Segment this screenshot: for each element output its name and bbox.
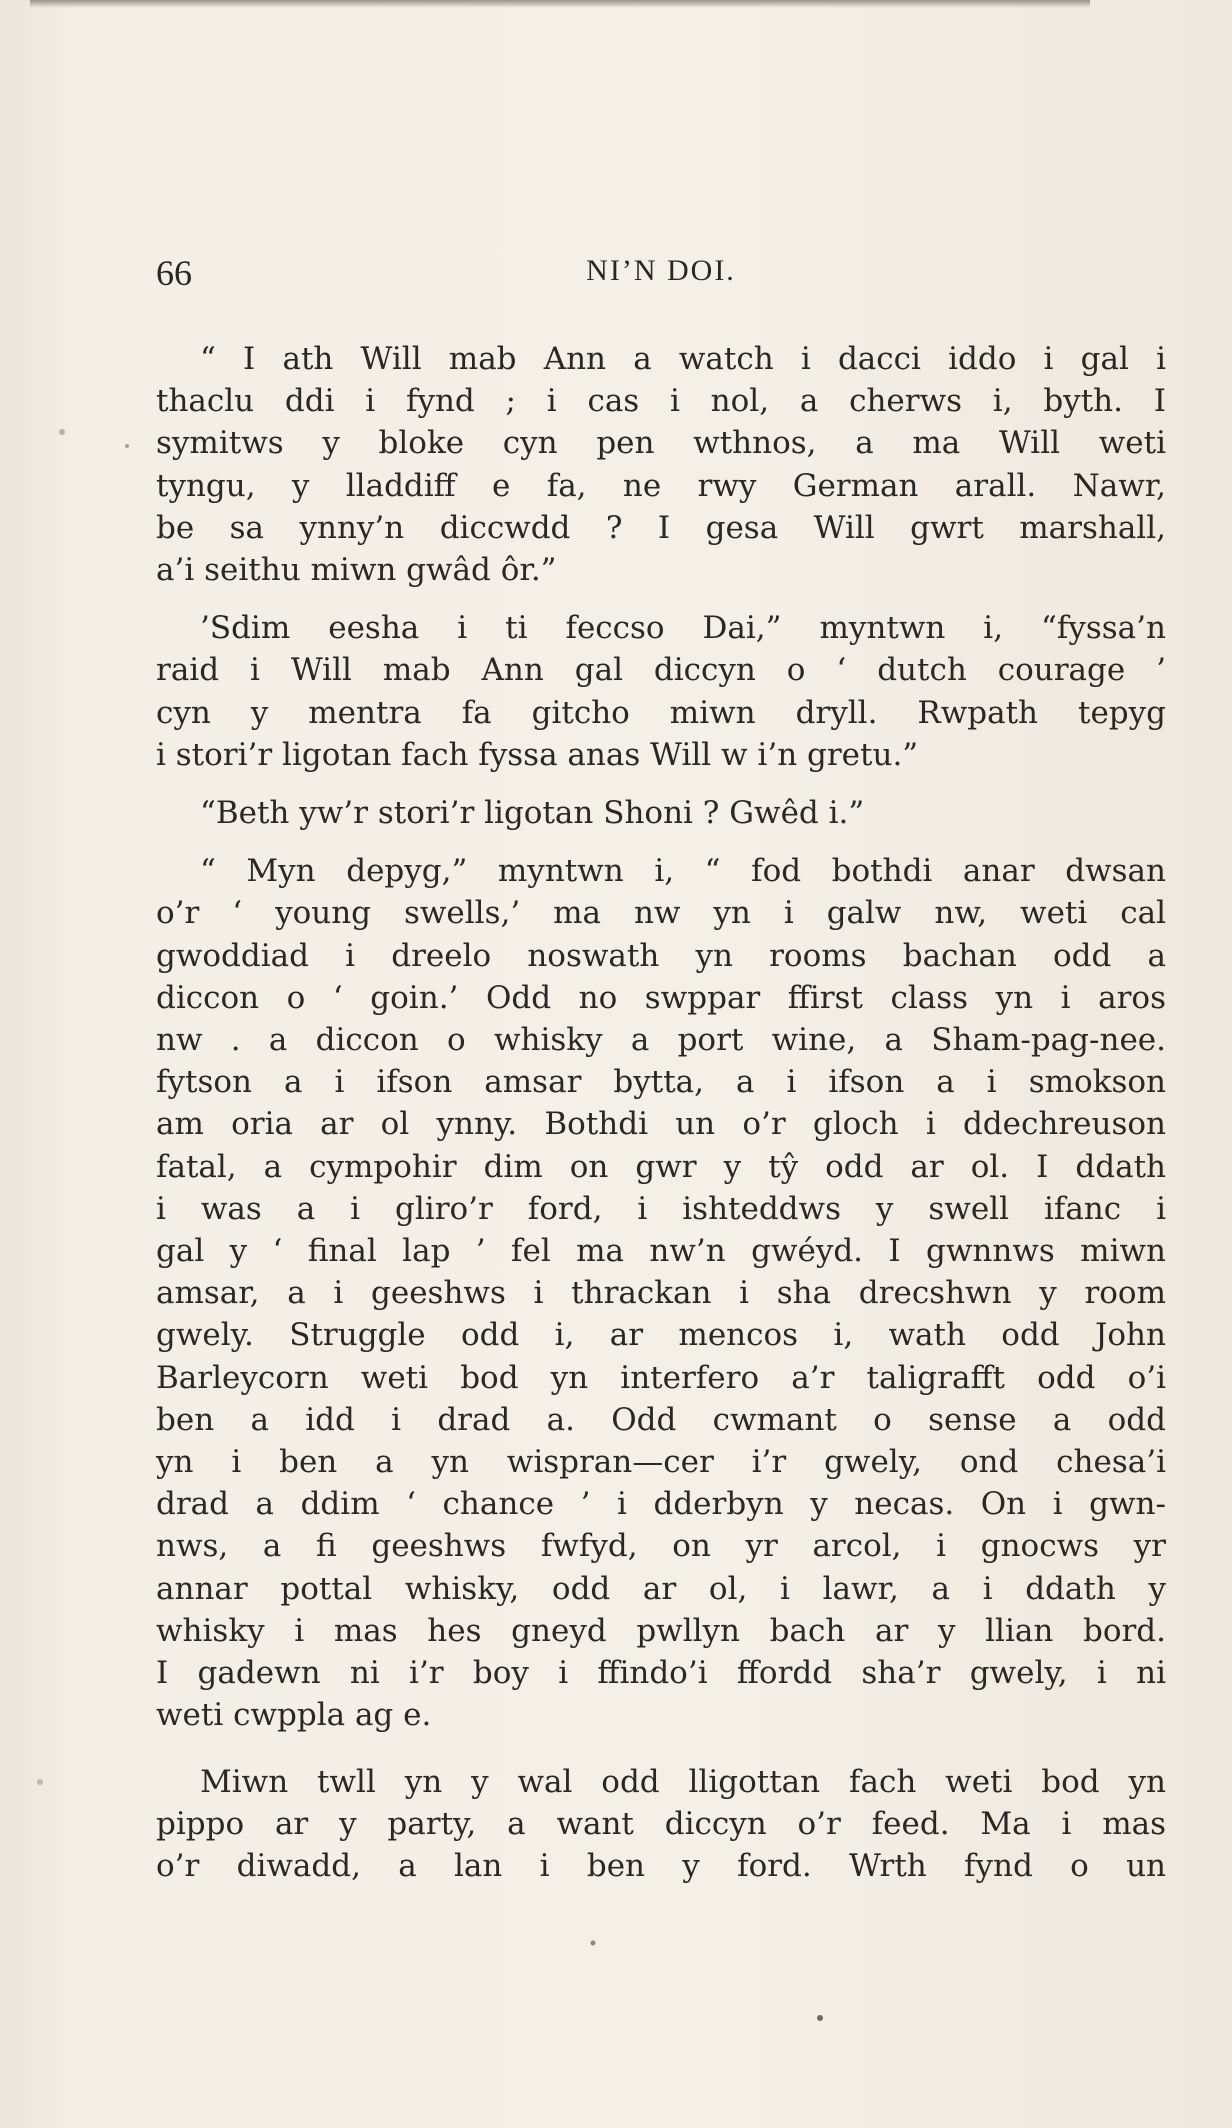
- text-line: Miwn twll yn y wal odd lligottan fach weti bod yn: [200, 1763, 1166, 1800]
- text-line: o’r diwadd, a lan i ben y ford. Wrth fynd o un: [156, 1847, 1166, 1884]
- text-line: thaclu ddi i fynd ; i cas i nol, a cherws i, byth. I: [156, 383, 1166, 420]
- text-line: raid i Will mab Ann gal diccyn o ‘ dutch courage ’: [156, 652, 1166, 689]
- text-line: nw . a diccon o whisky a port wine, a Sham-pag-nee.: [156, 1022, 1166, 1059]
- paragraph-4: [156, 850, 1166, 1736]
- text-line: amsar, a i geeshws i thrackan i sha drecshwn y room: [156, 1275, 1166, 1312]
- paragraph-5: [156, 1761, 1166, 1888]
- text-line: symitws y bloke cyn pen wthnos, a ma Will weti: [156, 425, 1166, 462]
- text-line: “ I ath Will mab Ann a watch i dacci iddo i gal i: [200, 341, 1166, 377]
- paragraph-1: [156, 338, 1166, 591]
- text-line: fatal, a cympohir dim on gwr y tŷ odd ar ol. I ddath: [156, 1148, 1166, 1185]
- paragraph-3: [156, 792, 1166, 834]
- text-line: fytson a i ifson amsar bytta, a i ifson a i smokson: [156, 1064, 1166, 1101]
- text-line: Barleycorn weti bod yn interfero a’r taligrafft odd o’i: [156, 1359, 1166, 1396]
- text-line: nws, a fi geeshws fwfyd, on yr arcol, i gnocws yr: [156, 1528, 1166, 1565]
- page-header: [156, 252, 1166, 300]
- text-line: tyngu, y lladdiff e fa, ne rwy German arall. Nawr,: [156, 467, 1166, 504]
- text-line: am oria ar ol ynny. Bothdi un o’r gloch i ddechreuson: [156, 1106, 1166, 1143]
- text-line: be sa ynny’n diccwdd ? I gesa Will gwrt marshall,: [156, 509, 1166, 546]
- text-line: gwoddiad i dreelo noswath yn rooms bachan odd a: [156, 937, 1166, 974]
- page-top-edge: [30, 0, 1090, 8]
- text-line: diccon o ‘ goin.’ Odd no swppar ffirst class yn i aros: [156, 979, 1166, 1016]
- text-line: “Beth yw’r stori’r ligotan Shoni ? Gwêd i.”: [200, 795, 865, 832]
- text-line: drad a ddim ‘ chance ’ i dderbyn y necas. On i gwn-: [156, 1486, 1166, 1523]
- text-line: i was a i gliro’r ford, i ishteddws y swell ifanc i: [156, 1190, 1166, 1227]
- paragraph-2: [156, 607, 1166, 776]
- text-line: gwely. Struggle odd i, ar mencos i, wath odd John: [156, 1317, 1166, 1354]
- text-line: cyn y mentra fa gitcho miwn dryll. Rwpath tepyg: [156, 694, 1166, 731]
- text-line: I gadewn ni i’r boy i ffindo’i ffordd sha’r gwely, i ni: [156, 1655, 1166, 1692]
- text-line: ’Sdim eesha i ti feccso Dai,” myntwn i, “fyssa’n: [200, 610, 1166, 647]
- text-line: o’r ‘ young swells,’ ma nw yn i galw nw, weti cal: [156, 895, 1166, 932]
- text-line: gal y ‘ final lap ’ fel ma nw’n gwéyd. I gwnnws miwn: [156, 1233, 1166, 1270]
- text-line: “ Myn depyg,” myntwn i, “ fod bothdi anar dwsan: [200, 853, 1166, 890]
- body-text: [156, 338, 1166, 1903]
- text-line: pippo ar y party, a want diccyn o’r feed. Ma i mas: [156, 1805, 1166, 1842]
- page-number: 66: [156, 253, 192, 293]
- text-line: ben a idd i drad a. Odd cwmant o sense a odd: [156, 1401, 1166, 1438]
- text-line: weti cwppla ag e.: [156, 1697, 432, 1734]
- text-line: yn i ben a yn wispran—cer i’r gwely, ond chesa’i: [156, 1444, 1166, 1481]
- running-title: NI’N DOI.: [586, 254, 736, 287]
- text-line: whisky i mas hes gneyd pwllyn bach ar y llian bord.: [156, 1612, 1166, 1649]
- text-line: a’i seithu miwn gwâd ôr.”: [156, 552, 557, 589]
- text-line: annar pottal whisky, odd ar ol, i lawr, a i ddath y: [156, 1570, 1166, 1607]
- text-line: i stori’r ligotan fach fyssa anas Will w i’n gretu.”: [156, 736, 919, 773]
